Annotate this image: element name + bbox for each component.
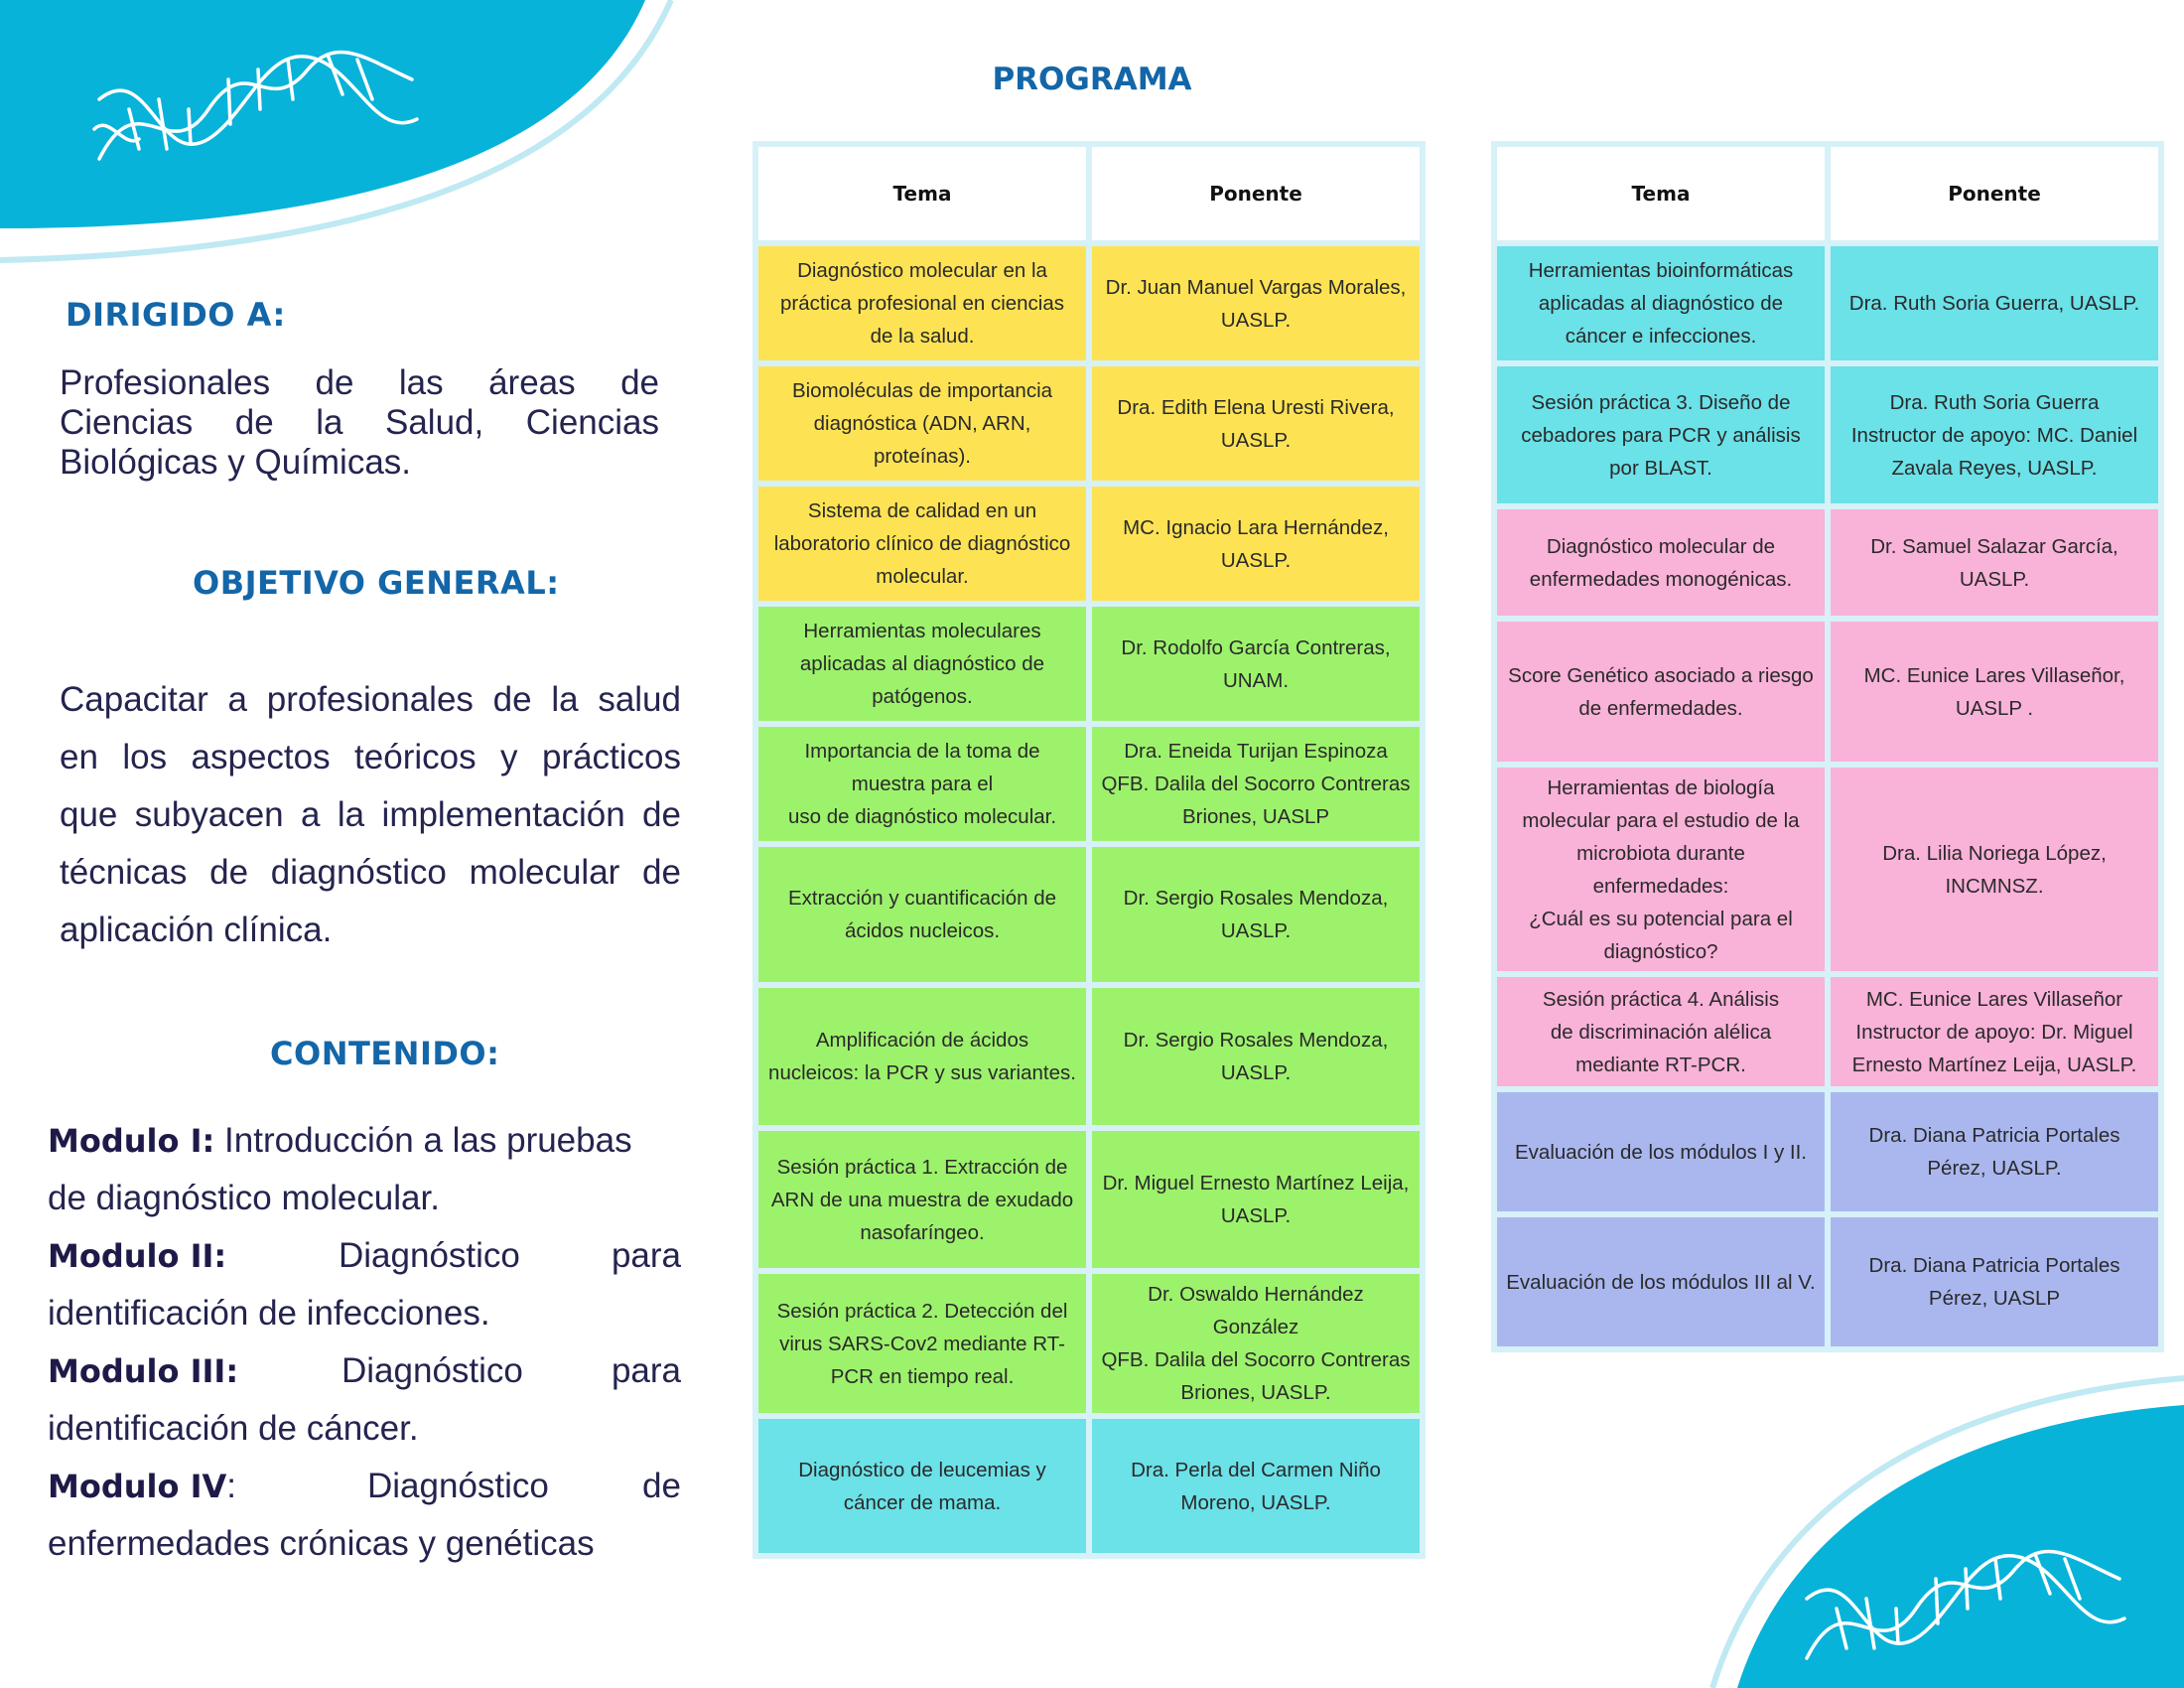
tema-cell: Sistema de calidad en un laboratorio clínico de diagnóstico molecular. (758, 487, 1086, 601)
objetivo-line: Capacitar a profesionales de la salud (60, 680, 681, 719)
dirigido-line: Profesionales de las áreas de (60, 363, 659, 402)
table-row (758, 988, 1420, 1125)
table-row (1497, 246, 2158, 360)
objetivo-text (60, 671, 681, 959)
ponente-cell: Dra. Eneida Turijan Espinoza QFB. Dalila del Socorro Contreras Briones, UASLP (1092, 727, 1420, 841)
modulo-2-row (48, 1227, 681, 1285)
tema-cell: Biomoléculas de importancia diagnóstica (ADN, ARN, proteínas). (758, 366, 1086, 481)
modulo-1-row-2: de diagnóstico molecular. (48, 1179, 440, 1217)
table-row (1497, 1217, 2158, 1346)
modulo-1-text: Introducción a las pruebas (224, 1121, 632, 1160)
table-row (758, 1274, 1420, 1413)
dirigido-heading: DIRIGIDO A: (66, 296, 286, 334)
table-row (758, 727, 1420, 841)
modulo-4-row-2: enfermedades crónicas y genéticas (48, 1524, 595, 1563)
dirigido-line: Biológicas y Químicas. (60, 443, 412, 482)
table-row (758, 246, 1420, 360)
tema-cell: Herramientas bioinformáticas aplicadas al diagnóstico de cáncer e infecciones. (1497, 246, 1825, 360)
tema-cell: Sesión práctica 3. Diseño de cebadores para PCR y análisis por BLAST. (1497, 366, 1825, 503)
ponente-cell: MC. Ignacio Lara Hernández, UASLP. (1092, 487, 1420, 601)
table-row (1497, 768, 2158, 971)
modulo-2-word (339, 1227, 681, 1285)
tema-cell: Sesión práctica 2. Detección del virus SARS-Cov2 mediante RT- PCR en tiempo real. (758, 1274, 1086, 1413)
tema-cell: Diagnóstico molecular de enfermedades monogénicas. (1497, 509, 1825, 616)
tema-cell: Evaluación de los módulos III al V. (1497, 1217, 1825, 1346)
table-row (758, 366, 1420, 481)
ponente-cell: Dra. Ruth Soria Guerra Instructor de apoyo: MC. Daniel Zavala Reyes, UASLP. (1831, 366, 2158, 503)
ponente-cell: MC. Eunice Lares Villaseñor Instructor de apoyo: Dr. Miguel Ernesto Martínez Leija, UASLP. (1831, 977, 2158, 1086)
tema-cell: Diagnóstico de leucemias y cáncer de mama. (758, 1419, 1086, 1553)
modulo-2-text: Diagnóstico para (339, 1236, 681, 1275)
tema-cell: Evaluación de los módulos I y II. (1497, 1092, 1825, 1211)
modulo-4-colon: : (226, 1467, 237, 1505)
tema-cell: Score Genético asociado a riesgo de enfermedades. (1497, 622, 1825, 762)
modulo-4-label: Modulo IV (48, 1468, 227, 1505)
table-row (758, 847, 1420, 982)
table-row (758, 607, 1420, 721)
ponente-cell: MC. Eunice Lares Villaseñor, UASLP . (1831, 622, 2158, 762)
ponente-cell: Dr. Juan Manuel Vargas Morales, UASLP. (1092, 246, 1420, 360)
programa-title: PROGRAMA (992, 62, 1192, 97)
modulo-4-row (48, 1458, 681, 1515)
table-row (1497, 366, 2158, 503)
tema-cell: Herramientas de biología molecular para el estudio de la microbiota durante enfermedades: ¿Cuál es su potencial para el diagnóstico? (1497, 768, 1825, 971)
tema-cell: Sesión práctica 1. Extracción de ARN de una muestra de exudado nasofaríngeo. (758, 1131, 1086, 1268)
contenido-list (48, 1112, 681, 1573)
ponente-cell: Dr. Samuel Salazar García, UASLP. (1831, 509, 2158, 616)
ponente-cell: Dr. Sergio Rosales Mendoza, UASLP. (1092, 847, 1420, 982)
ponente-cell: Dra. Ruth Soria Guerra, UASLP. (1831, 246, 2158, 360)
tema-cell: Importancia de la toma de muestra para el uso de diagnóstico molecular. (758, 727, 1086, 841)
modulo-1-row (48, 1112, 681, 1170)
table-row (1497, 509, 2158, 616)
objetivo-line: que subyacen a la implementación de (60, 795, 681, 834)
table-row (1497, 977, 2158, 1086)
modulo-2-label: Modulo II: (48, 1237, 227, 1275)
objetivo-line: en los aspectos teóricos y prácticos (60, 738, 681, 776)
ponente-cell: Dr. Sergio Rosales Mendoza, UASLP. (1092, 988, 1420, 1125)
ponente-cell: Dra. Perla del Carmen Niño Moreno, UASLP. (1092, 1419, 1420, 1553)
table-header-row (1497, 147, 2158, 240)
ponente-cell: Dra. Lilia Noriega López, INCMNSZ. (1831, 768, 2158, 971)
modulo-2-row-2: identificación de infecciones. (48, 1294, 490, 1333)
header-ponente: Ponente (1092, 147, 1420, 240)
tema-cell: Sesión práctica 4. Análisis de discriminación alélica mediante RT-PCR. (1497, 977, 1825, 1086)
corner-decoration-bottom-right (1628, 1370, 2184, 1688)
modulo-3-label: Modulo III: (48, 1352, 239, 1390)
modulo-4-text: Diagnóstico de (367, 1467, 681, 1505)
modulo-1-label: Modulo I: (48, 1122, 215, 1160)
header-tema: Tema (1497, 147, 1825, 240)
dirigido-line: Ciencias de la Salud, Ciencias (60, 403, 659, 442)
table-row (1497, 622, 2158, 762)
programa-table-1 (752, 141, 1426, 1559)
header-tema: Tema (758, 147, 1086, 240)
header-ponente: Ponente (1831, 147, 2158, 240)
ponente-cell: Dra. Diana Patricia Portales Pérez, UASLP (1831, 1217, 2158, 1346)
table-1-body (758, 246, 1420, 1553)
modulo-3-text: Diagnóstico para (341, 1351, 681, 1390)
table-row (1497, 1092, 2158, 1211)
table-row (758, 1419, 1420, 1553)
table-row (758, 487, 1420, 601)
contenido-heading: CONTENIDO: (270, 1035, 500, 1072)
programa-table-2 (1491, 141, 2164, 1352)
ponente-cell: Dra. Edith Elena Uresti Rivera, UASLP. (1092, 366, 1420, 481)
ponente-cell: Dr. Oswaldo Hernández González QFB. Dalila del Socorro Contreras Briones, UASLP. (1092, 1274, 1420, 1413)
objetivo-heading: OBJETIVO GENERAL: (193, 564, 560, 602)
tema-cell: Herramientas moleculares aplicadas al diagnóstico de patógenos. (758, 607, 1086, 721)
tema-cell: Diagnóstico molecular en la práctica profesional en ciencias de la salud. (758, 246, 1086, 360)
corner-decoration-top-left (0, 0, 675, 278)
table-row (758, 1131, 1420, 1268)
modulo-3-row-2: identificación de cáncer. (48, 1409, 419, 1448)
tema-cell: Extracción y cuantificación de ácidos nucleicos. (758, 847, 1086, 982)
objetivo-line: técnicas de diagnóstico molecular de (60, 853, 681, 892)
ponente-cell: Dr. Miguel Ernesto Martínez Leija, UASLP. (1092, 1131, 1420, 1268)
dirigido-text (60, 363, 659, 483)
ponente-cell: Dr. Rodolfo García Contreras, UNAM. (1092, 607, 1420, 721)
modulo-3-row (48, 1342, 681, 1400)
ponente-cell: Dra. Diana Patricia Portales Pérez, UASLP. (1831, 1092, 2158, 1211)
table-2-body (1497, 246, 2158, 1346)
tema-cell: Amplificación de ácidos nucleicos: la PCR y sus variantes. (758, 988, 1086, 1125)
objetivo-line: aplicación clínica. (60, 911, 333, 949)
table-header-row (758, 147, 1420, 240)
